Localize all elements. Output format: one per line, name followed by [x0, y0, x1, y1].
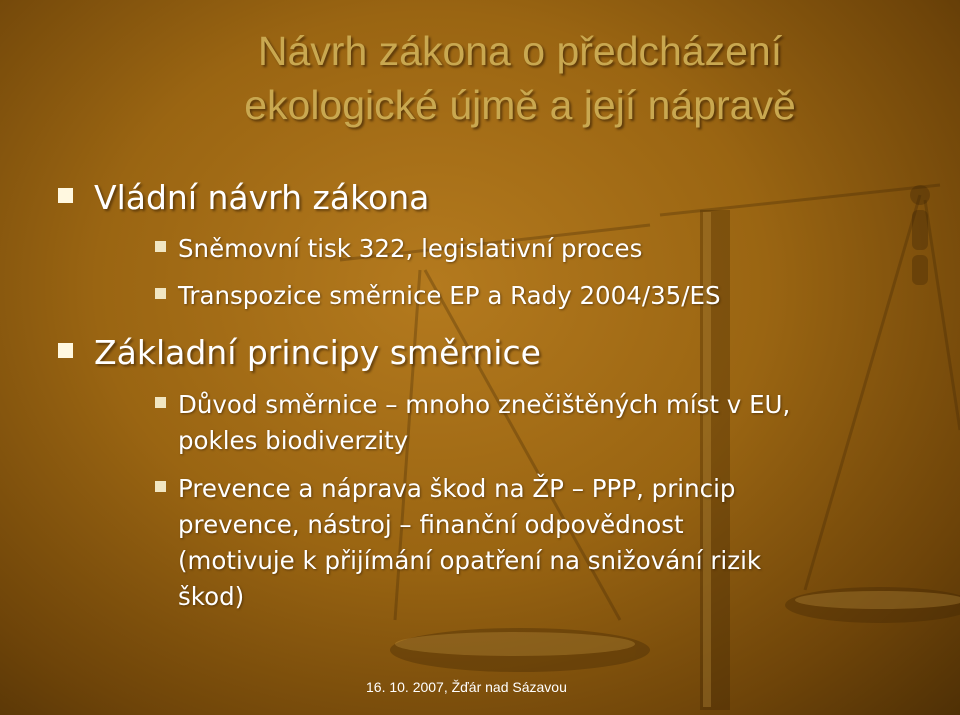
sub-bullet-transpozice: [178, 278, 918, 314]
sub-bullet-snemovni-tisk: [178, 231, 918, 267]
footer-date-place: 16. 10. 2007, Žďár nad Sázavou: [366, 679, 567, 695]
title-line-2: ekologické újmě a její nápravě: [244, 82, 796, 128]
square-bullet-icon: [58, 343, 73, 358]
square-bullet-icon: [155, 241, 166, 252]
square-bullet-icon: [155, 288, 166, 299]
sub-bullet-line: Sněmovní tisk 322, legislativní proces: [178, 234, 643, 263]
bullet-text: Základní principy směrnice: [94, 333, 541, 372]
slide-title: [120, 24, 920, 132]
sub-bullet-duvod: [178, 387, 918, 459]
sub-bullet-line: škod): [178, 582, 245, 611]
sub-bullet-line: Prevence a náprava škod na ŽP – PPP, princip: [178, 474, 736, 503]
title-line-1: Návrh zákona o předcházení: [257, 28, 783, 74]
sub-bullet-line: Transpozice směrnice EP a Rady 2004/35/ES: [178, 281, 721, 310]
sub-bullet-line: prevence, nástroj – finanční odpovědnost: [178, 510, 684, 539]
sub-bullet-line: (motivuje k přijímání opatření na snižování rizik: [178, 546, 762, 575]
bullet-text: Vládní návrh zákona: [94, 178, 430, 217]
sub-bullet-line: pokles biodiverzity: [178, 426, 409, 455]
square-bullet-icon: [155, 397, 166, 408]
bullet-zakladni-principy: [60, 333, 541, 373]
square-bullet-icon: [58, 188, 73, 203]
bullet-vladni-navrh: [60, 178, 429, 218]
sub-bullet-prevence: [178, 471, 918, 615]
square-bullet-icon: [155, 481, 166, 492]
sub-bullet-line: Důvod směrnice – mnoho znečištěných míst v EU,: [178, 390, 791, 419]
